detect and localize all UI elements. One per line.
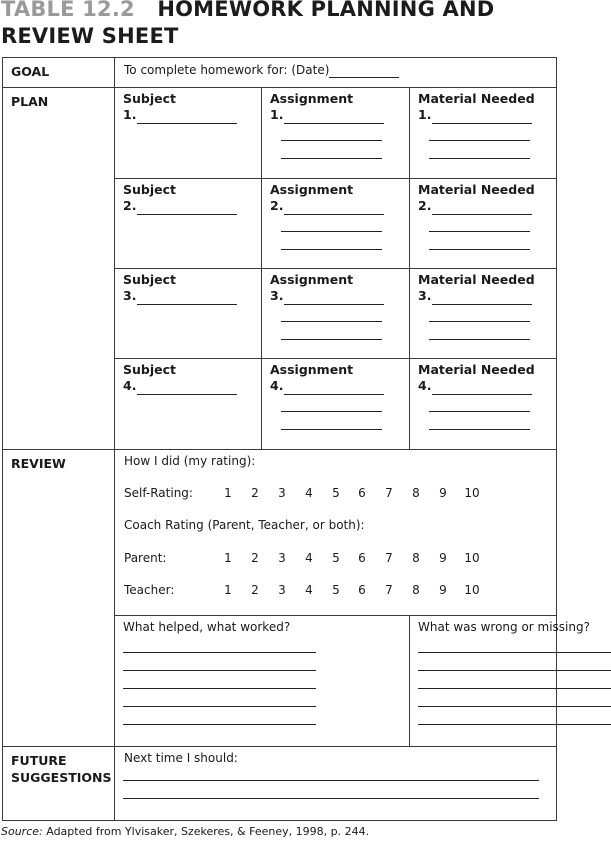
material-line[interactable] <box>429 321 530 322</box>
assignment-header: Assignment <box>270 272 354 287</box>
table-number: TABLE 12.2 <box>1 0 135 21</box>
assignment-line[interactable] <box>281 231 382 232</box>
what-wrong-cell <box>410 616 590 747</box>
assignment-line[interactable] <box>281 411 382 412</box>
how-i-did-text: How I did (my rating): <box>124 454 256 468</box>
material-number: 4. <box>418 378 532 395</box>
rating-option[interactable]: 10 <box>464 551 480 565</box>
subject-number: 2. <box>123 198 237 215</box>
source-text: Adapted from Ylvisaker, Szekeres, & Feeney, 1998, p. 244. <box>42 825 370 838</box>
assignment-cell <box>262 88 410 179</box>
rating-option[interactable]: 2 <box>251 551 259 565</box>
material-line[interactable] <box>429 339 530 340</box>
assignment-line[interactable] <box>281 249 382 250</box>
what-helped-line[interactable] <box>123 652 316 653</box>
what-helped-line[interactable] <box>123 670 316 671</box>
material-line[interactable] <box>429 429 530 430</box>
rating-option[interactable]: 1 <box>224 486 232 500</box>
source-note <box>1 825 369 838</box>
material-cell <box>410 88 557 179</box>
subject-blank[interactable] <box>137 288 237 305</box>
future-label-line1: FUTURE <box>11 753 67 768</box>
review-row <box>3 450 557 616</box>
subject-blank[interactable] <box>137 107 237 124</box>
rating-option[interactable]: 1 <box>224 551 232 565</box>
assignment-cell <box>262 359 410 450</box>
material-line[interactable] <box>429 158 530 159</box>
goal-date-blank[interactable] <box>329 63 399 78</box>
material-number: 2. <box>418 198 532 215</box>
rating-option[interactable]: 9 <box>439 551 447 565</box>
subject-cell <box>115 88 262 179</box>
assignment-blank[interactable] <box>284 378 384 395</box>
what-wrong-line[interactable] <box>418 706 611 707</box>
rating-option[interactable]: 9 <box>439 583 447 597</box>
future-label-line2: SUGGESTIONS <box>11 770 112 785</box>
rating-option[interactable]: 6 <box>358 486 366 500</box>
assignment-header: Assignment <box>270 91 354 106</box>
assignment-blank[interactable] <box>284 107 384 124</box>
what-wrong-line[interactable] <box>418 688 611 689</box>
coach-rating-text: Coach Rating (Parent, Teacher, or both): <box>124 518 365 532</box>
goal-row <box>3 58 557 88</box>
table-name: HOMEWORK PLANNING AND REVIEW SHEET <box>1 0 495 48</box>
subject-cell <box>115 179 262 269</box>
future-line[interactable] <box>123 780 539 781</box>
rating-option[interactable]: 1 <box>224 583 232 597</box>
future-label <box>3 747 115 821</box>
rating-option[interactable]: 7 <box>385 583 393 597</box>
rating-option[interactable]: 4 <box>305 486 313 500</box>
future-cell <box>115 747 557 821</box>
source-label: Source: <box>1 825 43 838</box>
assignment-line[interactable] <box>281 429 382 430</box>
homework-sheet-table <box>2 57 590 821</box>
rating-option[interactable]: 8 <box>412 583 420 597</box>
material-cell <box>410 269 557 359</box>
rating-option[interactable]: 3 <box>278 551 286 565</box>
rating-option[interactable]: 2 <box>251 486 259 500</box>
assignment-line[interactable] <box>281 339 382 340</box>
rating-option[interactable]: 4 <box>305 583 313 597</box>
rating-option[interactable]: 2 <box>251 583 259 597</box>
material-blank[interactable] <box>432 288 532 305</box>
assignment-blank[interactable] <box>284 288 384 305</box>
rating-option[interactable]: 7 <box>385 486 393 500</box>
self-rating-label: Self-Rating: <box>124 486 193 500</box>
material-header: Material Needed <box>418 362 535 377</box>
rating-option[interactable]: 3 <box>278 583 286 597</box>
rating-option[interactable]: 8 <box>412 486 420 500</box>
what-helped-line[interactable] <box>123 724 316 725</box>
assignment-line[interactable] <box>281 158 382 159</box>
table-title <box>1 0 559 50</box>
subject-number: 3. <box>123 288 237 305</box>
rating-option[interactable]: 4 <box>305 551 313 565</box>
rating-option[interactable]: 3 <box>278 486 286 500</box>
rating-option[interactable]: 7 <box>385 551 393 565</box>
rating-option[interactable]: 5 <box>332 486 340 500</box>
subject-header: Subject <box>123 182 176 197</box>
assignment-cell <box>262 269 410 359</box>
subject-header: Subject <box>123 272 176 287</box>
what-wrong-line[interactable] <box>418 670 611 671</box>
subject-number: 1. <box>123 107 237 124</box>
goal-cell <box>115 58 557 88</box>
rating-option[interactable]: 5 <box>332 551 340 565</box>
material-header: Material Needed <box>418 182 535 197</box>
plan-label: PLAN <box>3 88 115 450</box>
subject-blank[interactable] <box>137 378 237 395</box>
material-header: Material Needed <box>418 272 535 287</box>
rating-option[interactable]: 10 <box>464 486 480 500</box>
rating-option[interactable]: 6 <box>358 583 366 597</box>
assignment-number: 1. <box>270 107 384 124</box>
subject-cell <box>115 359 262 450</box>
what-helped-line[interactable] <box>123 706 316 707</box>
plan-row <box>3 88 557 179</box>
goal-text: To complete homework for: (Date) <box>124 63 330 77</box>
what-wrong-line[interactable] <box>418 652 611 653</box>
assignment-header: Assignment <box>270 362 354 377</box>
goal-label: GOAL <box>3 58 115 88</box>
what-helped-cell <box>115 616 410 747</box>
material-number: 1. <box>418 107 532 124</box>
assignment-cell <box>262 179 410 269</box>
material-cell <box>410 359 557 450</box>
material-cell <box>410 179 557 269</box>
what-helped-text: What helped, what worked? <box>123 620 291 634</box>
assignment-number: 3. <box>270 288 384 305</box>
subject-cell <box>115 269 262 359</box>
rating-option[interactable]: 9 <box>439 486 447 500</box>
what-wrong-text: What was wrong or missing? <box>418 620 590 634</box>
assignment-line[interactable] <box>281 321 382 322</box>
material-header: Material Needed <box>418 91 535 106</box>
subject-blank[interactable] <box>137 198 237 215</box>
material-blank[interactable] <box>432 378 532 395</box>
assignment-number: 2. <box>270 198 384 215</box>
future-line[interactable] <box>123 798 539 799</box>
material-line[interactable] <box>429 249 530 250</box>
teacher-label: Teacher: <box>124 583 175 597</box>
subject-header: Subject <box>123 362 176 377</box>
material-blank[interactable] <box>432 107 532 124</box>
material-blank[interactable] <box>432 198 532 215</box>
assignment-header: Assignment <box>270 182 354 197</box>
review-rating-cell <box>115 450 557 616</box>
assignment-number: 4. <box>270 378 384 395</box>
future-row <box>3 747 557 821</box>
material-number: 3. <box>418 288 532 305</box>
subject-number: 4. <box>123 378 237 395</box>
material-line[interactable] <box>429 231 530 232</box>
assignment-blank[interactable] <box>284 198 384 215</box>
subject-header: Subject <box>123 91 176 106</box>
rating-option[interactable]: 10 <box>464 583 480 597</box>
material-line[interactable] <box>429 411 530 412</box>
rating-option[interactable]: 6 <box>358 551 366 565</box>
assignment-line[interactable] <box>281 140 382 141</box>
parent-label: Parent: <box>124 551 167 565</box>
review-label: REVIEW <box>3 450 115 747</box>
material-line[interactable] <box>429 140 530 141</box>
next-time-text: Next time I should: <box>124 751 238 765</box>
what-wrong-line[interactable] <box>418 724 611 725</box>
what-helped-line[interactable] <box>123 688 316 689</box>
rating-option[interactable]: 8 <box>412 551 420 565</box>
rating-option[interactable]: 5 <box>332 583 340 597</box>
